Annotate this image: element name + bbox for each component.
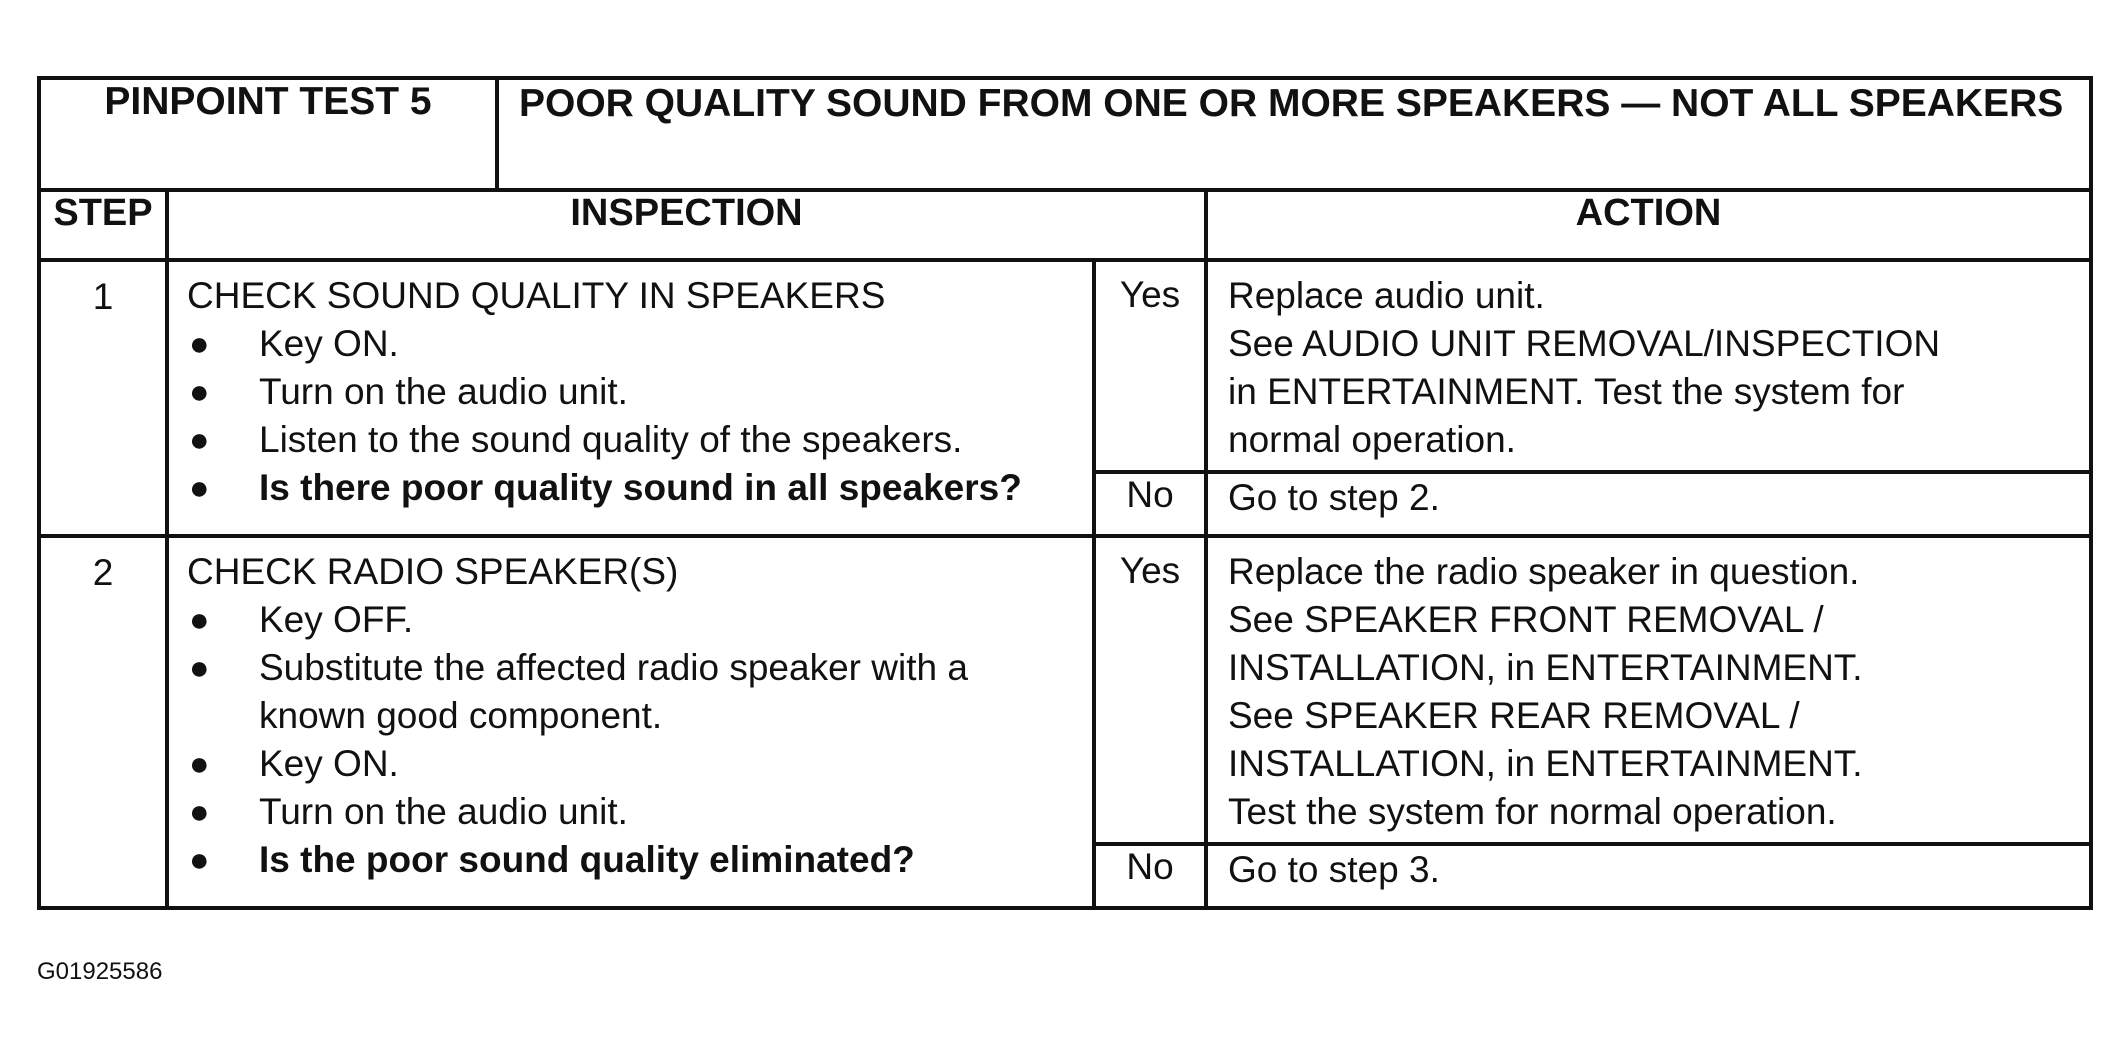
step-number: 1 [39,260,167,536]
inspection-bullet: ● Substitute the affected radio speaker with a known good component. [187,644,1074,740]
action-column-header: ACTION [1206,190,2091,260]
inspection-question: ● Is there poor quality sound in all speakers? [187,464,1074,512]
yes-label: Yes [1094,260,1206,472]
pinpoint-test-description: POOR QUALITY SOUND FROM ONE OR MORE SPEAKERS — NOT ALL SPEAKERS [497,78,2091,190]
step-2-yes-row [39,536,2091,844]
yes-label: Yes [1094,536,1206,844]
bullet-icon: ● [189,469,210,507]
step-column-header: STEP [39,190,167,260]
bullet-icon: ● [189,841,210,879]
no-label: No [1094,844,1206,908]
title-row [39,78,2091,190]
bullet-icon: ● [189,601,210,639]
inspection-bullet: ● Turn on the audio unit. [187,368,1074,416]
figure-id-caption: G01925586 [37,958,163,985]
bullet-icon: ● [189,793,210,831]
inspection-title: CHECK SOUND QUALITY IN SPEAKERS [187,275,886,316]
inspection-question: ● Is the poor sound quality eliminated? [187,836,1074,884]
inspection-bullet: ● Listen to the sound quality of the speakers. [187,416,1074,464]
inspection-bullet: ● Key ON. [187,320,1074,368]
bullet-icon: ● [189,421,210,459]
inspection-title: CHECK RADIO SPEAKER(S) [187,551,679,592]
step-1-inspection [167,260,1094,536]
step-number: 2 [39,536,167,908]
yes-action: Replace audio unit. See AUDIO UNIT REMOVAL/INSPECTION in ENTERTAINMENT. Test the system for normal operation. [1206,260,2091,472]
column-header-row [39,190,2091,260]
bullet-icon: ● [189,649,210,687]
inspection-bullet: ● Turn on the audio unit. [187,788,1074,836]
bullet-icon: ● [189,325,210,363]
inspection-column-header: INSPECTION [167,190,1206,260]
step-2-inspection [167,536,1094,908]
yes-action: Replace the radio speaker in question. See SPEAKER FRONT REMOVAL / INSTALLATION, in ENTERTAINMENT. See SPEAKER REAR REMOVAL / INSTALLATION, in ENTERTAINMENT. Test the system for normal operation. [1206,536,2091,844]
inspection-bullet-list [187,320,1074,512]
inspection-bullet: ● Key ON. [187,740,1074,788]
no-action: Go to step 3. [1206,844,2091,908]
no-label: No [1094,472,1206,536]
pinpoint-test-label: PINPOINT TEST 5 [39,78,497,190]
inspection-bullet: ● Key OFF. [187,596,1074,644]
inspection-bullet-list [187,596,1074,884]
bullet-icon: ● [189,745,210,783]
no-action: Go to step 2. [1206,472,2091,536]
step-1-yes-row [39,260,2091,472]
pinpoint-test-table [37,76,2093,910]
bullet-icon: ● [189,373,210,411]
pinpoint-test-document [37,76,2089,910]
